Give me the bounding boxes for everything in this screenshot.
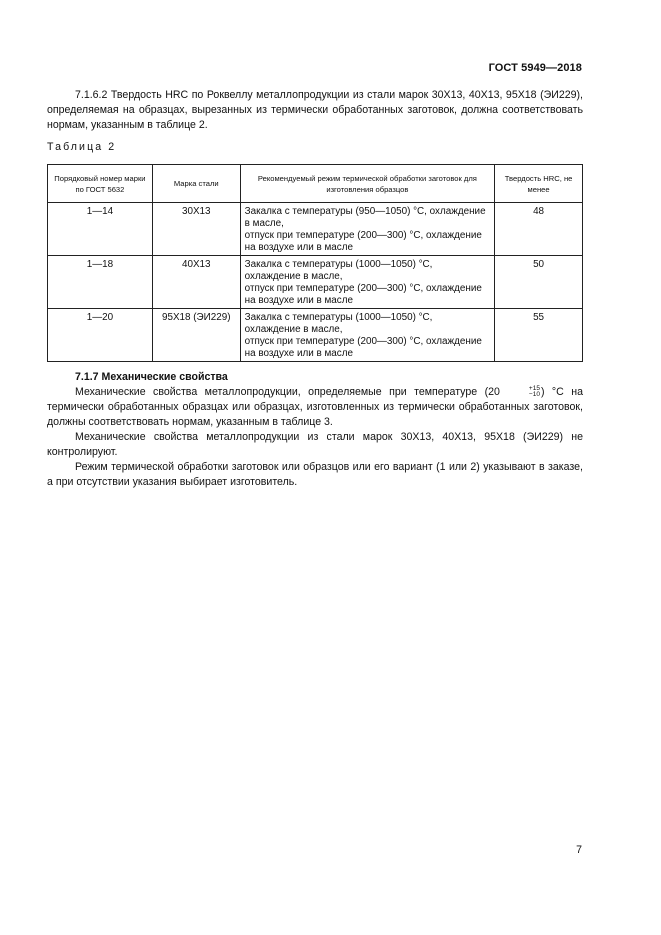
cell-heat-treatment (240, 309, 494, 362)
cell-steel-grade: 95Х18 (ЭИ229) (152, 309, 240, 362)
quench-text: Закалка с температуры (950—1050) °С, охлаждение в масле, (244, 206, 486, 229)
clause-7-1-7 (47, 370, 583, 490)
header-heat-treatment: Рекомендуемый режим термической обработки заготовок для изготовления образцов (240, 165, 494, 203)
cell-heat-treatment (240, 203, 494, 256)
page-number: 7 (576, 844, 582, 856)
paragraph-mechanical-properties (47, 385, 583, 430)
paragraph-heat-treatment-order: Режим термической обработки заготовок или образцов или его вариант (1 или 2) указывают в заказе, а при отсутствии указания выбирает изготовитель. (47, 461, 583, 488)
table-row (48, 309, 583, 362)
text-after-tolerance: ) °С на термически обработанных образцах или образцах, изготовленных из термически обработанных заготовок, должны соответствовать нормам, указанным в таблице 3. (47, 386, 583, 428)
cell-steel-grade: 30Х13 (152, 203, 240, 256)
header-hardness: Твердость HRC, не менее (495, 165, 583, 203)
table-row (48, 256, 583, 309)
cell-steel-grade: 40Х13 (152, 256, 240, 309)
text-before-tolerance: Механические свойства металлопродукции, определяемые при температуре (20 (75, 386, 500, 398)
quench-text: Закалка с температуры (1000—1050) °С, охлаждение в масле, (244, 259, 433, 282)
cell-hardness: 50 (495, 256, 583, 309)
tolerance-upper: +15 (528, 385, 540, 393)
hardness-table (47, 164, 583, 362)
cell-heat-treatment (240, 256, 494, 309)
table-row (48, 203, 583, 256)
header-grade-number: Порядковый номер марки по ГОСТ 5632 (48, 165, 153, 203)
header-steel-grade: Марка стали (152, 165, 240, 203)
tolerance-lower: −10 (528, 391, 540, 399)
quench-text: Закалка с температуры (1000—1050) °С, охлаждение в масле, (244, 312, 433, 335)
temper-text: отпуск при температуре (200—300) °С, охлаждение на воздухе или в масле (244, 283, 482, 306)
clause-7-1-6-2 (47, 88, 583, 133)
temper-text: отпуск при температуре (200—300) °С, охлаждение на воздухе или в масле (244, 336, 482, 359)
temper-text: отпуск при температуре (200—300) °С, охлаждение на воздухе или в масле (244, 230, 482, 253)
temperature-tolerance (501, 386, 540, 398)
cell-grade-number: 1—20 (48, 309, 153, 362)
table-caption: Таблица 2 (47, 141, 117, 153)
cell-grade-number: 1—14 (48, 203, 153, 256)
paragraph-not-controlled: Механические свойства металлопродукции из стали марок 30Х13, 40Х13, 95Х18 (ЭИ229) не контролируют. (47, 431, 583, 458)
section-heading: 7.1.7 Механические свойства (75, 371, 228, 383)
cell-hardness: 55 (495, 309, 583, 362)
document-header: ГОСТ 5949—2018 (488, 62, 582, 74)
table-header-row (48, 165, 583, 203)
cell-grade-number: 1—18 (48, 256, 153, 309)
paragraph-hardness: 7.1.6.2 Твердость HRC по Роквеллу металлопродукции из стали марок 30Х13, 40Х13, 95Х18 (ЭИ229), определяемая на образцах, вырезанных из термически обработанных заготовок, должна соответствовать нормам, указанным в таблице 2. (47, 89, 583, 131)
cell-hardness: 48 (495, 203, 583, 256)
